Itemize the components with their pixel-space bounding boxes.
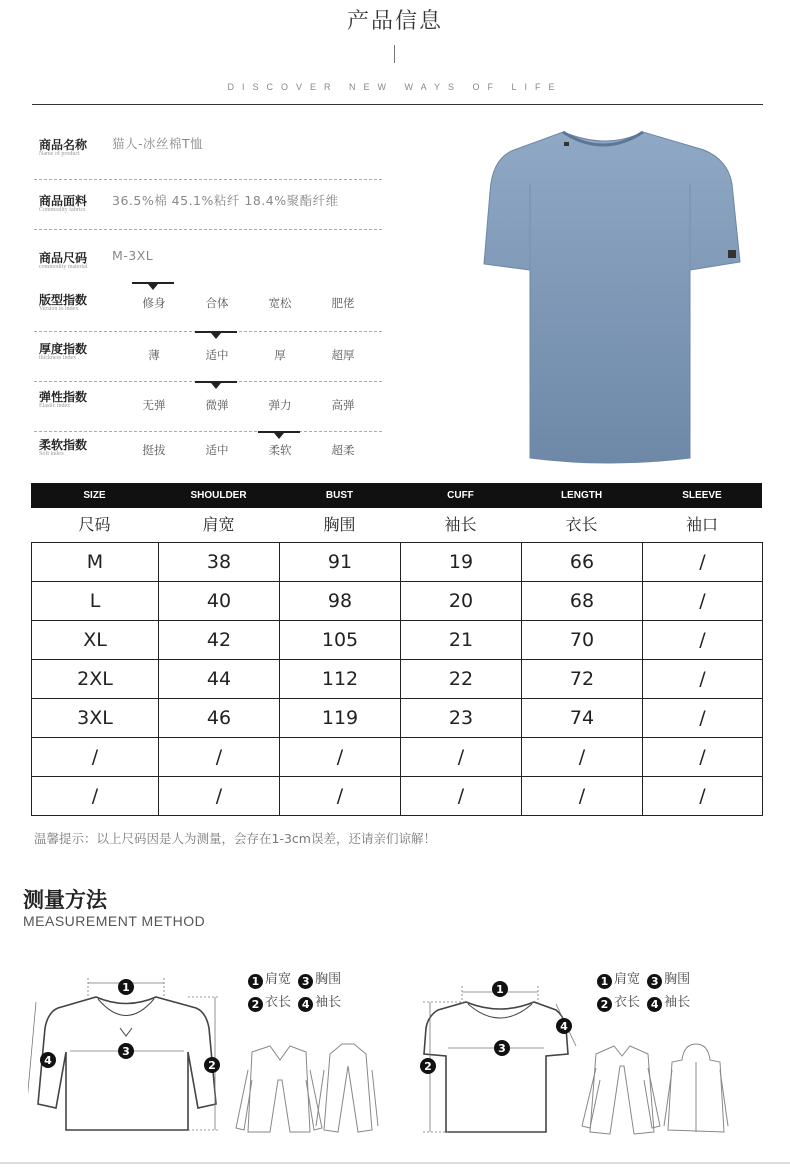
index-label-en: Soft index <box>39 451 64 457</box>
table-cell: L <box>32 582 159 621</box>
legend-label: 袖长 <box>315 995 342 1010</box>
legend-label: 衣长 <box>265 995 292 1010</box>
longsleeve-diagram <box>28 972 228 1137</box>
measurement-subtitle: MEASUREMENT METHOD <box>23 913 206 929</box>
header-cn-size: 尺码 <box>78 515 111 534</box>
header-cn-bust: 胸围 <box>323 515 356 534</box>
table-cell: 2XL <box>32 660 159 699</box>
title-divider <box>394 45 395 63</box>
footer-rule <box>0 1162 790 1164</box>
svg-text:3: 3 <box>122 1045 130 1058</box>
attr-value: M-3XL <box>112 248 154 263</box>
size-table <box>31 542 763 816</box>
svg-text:2: 2 <box>208 1059 216 1072</box>
legend-label: 衣长 <box>614 995 641 1010</box>
legend-number: 4 <box>298 997 313 1012</box>
table-cell: 112 <box>280 660 401 699</box>
table-cell: 23 <box>401 699 522 738</box>
index-label: 版型指数 <box>39 293 88 307</box>
legend-number: 3 <box>298 974 313 989</box>
table-cell: XL <box>32 621 159 660</box>
attr-row-name <box>34 124 382 180</box>
jacket-illustration <box>230 1040 380 1140</box>
table-cell: 68 <box>522 582 643 621</box>
table-cell: / <box>643 738 763 777</box>
index-option: 适中 <box>205 443 229 457</box>
table-cell: / <box>401 777 522 816</box>
tshirt-diagram <box>418 976 583 1136</box>
table-cell: 66 <box>522 543 643 582</box>
index-option: 肥佬 <box>331 296 355 310</box>
header-size: SIZE <box>83 490 106 501</box>
table-cell: 91 <box>280 543 401 582</box>
attr-label: 商品面料 <box>39 194 88 208</box>
table-cell: 20 <box>401 582 522 621</box>
index-option: 薄 <box>148 348 160 362</box>
table-cell: M <box>32 543 159 582</box>
svg-text:4: 4 <box>44 1054 52 1067</box>
table-cell: 42 <box>159 621 280 660</box>
index-option: 适中 <box>205 348 229 362</box>
shirt-hoodie-illustration <box>576 1040 746 1140</box>
selected-marker <box>195 381 237 383</box>
page-subtitle: DISCOVER NEW WAYS OF LIFE <box>227 82 563 92</box>
product-image <box>478 124 750 474</box>
svg-text:3: 3 <box>498 1042 506 1055</box>
legend-number: 4 <box>647 997 662 1012</box>
header-cn-cuff: 袖长 <box>444 515 477 534</box>
table-cell: 98 <box>280 582 401 621</box>
index-row-thickness <box>34 332 382 382</box>
index-option: 厚 <box>274 348 286 362</box>
index-option: 微弹 <box>205 398 229 412</box>
header-cuff: CUFF <box>447 490 474 501</box>
selected-marker <box>195 331 237 333</box>
table-cell: 46 <box>159 699 280 738</box>
header-cn-shoulder: 肩宽 <box>202 515 235 534</box>
legend-number: 3 <box>647 974 662 989</box>
index-option: 合体 <box>205 296 229 310</box>
index-option: 弹力 <box>268 398 292 412</box>
table-cell: / <box>643 777 763 816</box>
header-cn-length: 衣长 <box>565 515 598 534</box>
table-cell: 19 <box>401 543 522 582</box>
table-cell: / <box>522 777 643 816</box>
table-cell: / <box>522 738 643 777</box>
header-bust: BUST <box>325 490 354 501</box>
legend-number: 2 <box>248 997 263 1012</box>
legend-number: 1 <box>248 974 263 989</box>
table-cell: / <box>159 777 280 816</box>
legend-label: 袖长 <box>664 995 691 1010</box>
index-label-en: Elastic index <box>39 403 71 409</box>
index-row-soft <box>34 432 382 468</box>
table-cell: / <box>643 660 763 699</box>
attr-label-en: Name of product <box>39 151 80 157</box>
table-row <box>32 660 763 699</box>
table-cell: / <box>32 777 159 816</box>
svg-text:1: 1 <box>496 983 504 996</box>
table-cell: 70 <box>522 621 643 660</box>
table-cell: 40 <box>159 582 280 621</box>
index-option: 挺拔 <box>142 443 166 457</box>
table-cell: 74 <box>522 699 643 738</box>
legend-right-line2 <box>597 991 690 1012</box>
index-option: 超厚 <box>331 348 355 362</box>
header-rule <box>32 104 763 105</box>
shirt-body <box>484 132 740 463</box>
index-label: 柔软指数 <box>39 438 88 452</box>
svg-text:1: 1 <box>122 981 130 994</box>
attr-row-size <box>34 230 382 284</box>
table-cell: 21 <box>401 621 522 660</box>
table-cell: / <box>401 738 522 777</box>
table-cell: / <box>159 738 280 777</box>
index-option: 超柔 <box>331 443 355 457</box>
table-cell: 105 <box>280 621 401 660</box>
table-row <box>32 543 763 582</box>
legend-label: 胸围 <box>664 972 691 987</box>
index-option: 无弹 <box>142 398 166 412</box>
attr-label: 商品名称 <box>39 138 88 152</box>
index-row-elastic <box>34 382 382 432</box>
selected-marker <box>258 431 300 433</box>
index-label: 弹性指数 <box>39 390 88 404</box>
svg-text:4: 4 <box>560 1020 568 1033</box>
size-table-header <box>31 483 762 508</box>
attr-label: 商品尺码 <box>39 251 88 265</box>
attr-label-en: commodity material <box>39 264 88 270</box>
table-cell: / <box>32 738 159 777</box>
index-row-version <box>34 284 382 332</box>
table-cell: / <box>643 621 763 660</box>
table-cell: / <box>643 543 763 582</box>
header-sleeve: SLEEVE <box>682 490 722 501</box>
index-option: 高弹 <box>331 398 355 412</box>
index-option: 修身 <box>142 296 166 310</box>
size-tip: 温馨提示：以上尺码因是人为测量，会存在1-3cm误差，还请亲们谅解！ <box>34 831 436 846</box>
header-shoulder: SHOULDER <box>190 490 247 501</box>
table-row <box>32 777 763 816</box>
svg-text:2: 2 <box>424 1060 432 1073</box>
table-cell: 44 <box>159 660 280 699</box>
legend-label: 肩宽 <box>265 972 292 987</box>
attr-value: 猫人-冰丝棉T恤 <box>112 136 204 151</box>
table-row <box>32 621 763 660</box>
legend-number: 2 <box>597 997 612 1012</box>
legend-right-line1 <box>597 968 690 989</box>
index-label-en: Version to index <box>39 306 79 312</box>
attr-label-en: Commodity fabrics <box>39 207 86 213</box>
table-cell: 22 <box>401 660 522 699</box>
table-cell: / <box>643 699 763 738</box>
attr-value: 36.5%棉 45.1%粘纤 18.4%聚酯纤维 <box>112 193 339 208</box>
legend-left-line2 <box>248 991 341 1012</box>
table-cell: 119 <box>280 699 401 738</box>
table-cell: 38 <box>159 543 280 582</box>
table-cell: / <box>643 582 763 621</box>
header-cn-sleeve: 袖口 <box>685 515 718 534</box>
legend-label: 胸围 <box>315 972 342 987</box>
header-length: LENGTH <box>560 490 603 501</box>
table-row <box>32 738 763 777</box>
table-cell: 72 <box>522 660 643 699</box>
table-row <box>32 699 763 738</box>
page-title: 产品信息 <box>346 9 443 34</box>
table-cell: / <box>280 738 401 777</box>
measurement-title: 测量方法 <box>23 888 107 912</box>
legend-left-line1 <box>248 968 341 989</box>
legend-number: 1 <box>597 974 612 989</box>
index-option: 宽松 <box>268 296 292 310</box>
table-cell: 3XL <box>32 699 159 738</box>
index-label: 厚度指数 <box>39 342 88 356</box>
index-label-en: thickness index <box>39 355 77 361</box>
selected-marker <box>132 282 174 284</box>
attr-row-fabric <box>34 180 382 230</box>
index-option: 柔软 <box>268 443 292 457</box>
table-cell: / <box>280 777 401 816</box>
legend-label: 肩宽 <box>614 972 641 987</box>
table-row <box>32 582 763 621</box>
